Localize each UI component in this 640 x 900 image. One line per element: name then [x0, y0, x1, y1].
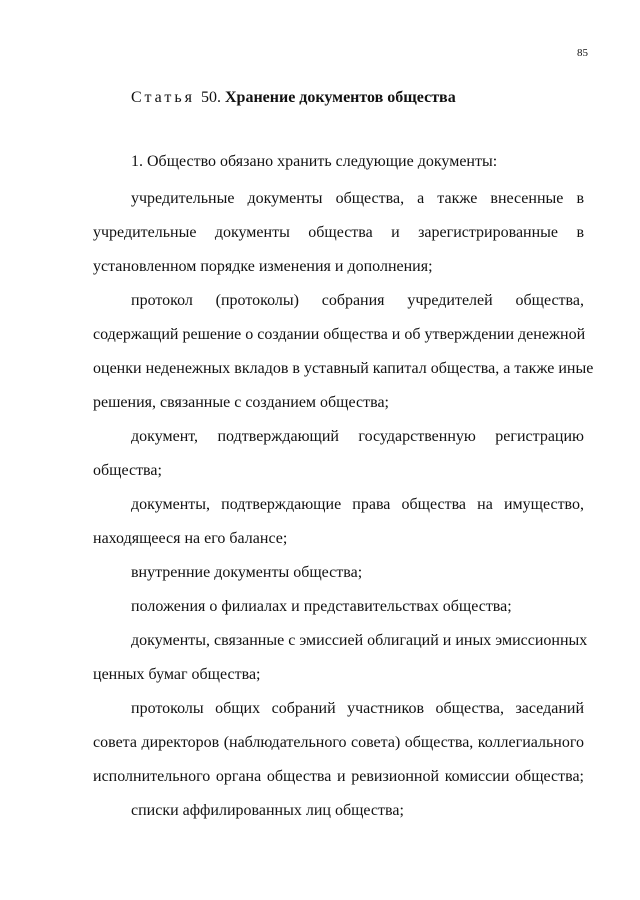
paragraph-line: документы, подтверждающие права общества на имущество,: [131, 496, 584, 513]
paragraph-line: 1. Общество обязано хранить следующие документы:: [131, 153, 498, 170]
paragraph-line: установленном порядке изменения и дополнения;: [93, 258, 433, 275]
paragraph-line: документы, связанные с эмиссией облигаций и иных эмиссионных: [131, 632, 588, 649]
article-heading: [131, 88, 456, 108]
page-number: 85: [577, 47, 588, 59]
paragraph-line: оценки неденежных вкладов в уставный капитал общества, а также иные: [93, 360, 594, 377]
paragraph-line: списки аффилированных лиц общества;: [131, 802, 404, 819]
paragraph-line: положения о филиалах и представительствах общества;: [131, 598, 512, 615]
paragraph-line: ценных бумаг общества;: [93, 666, 261, 683]
paragraph-line: совета директоров (наблюдательного совета) общества, коллегиального: [93, 734, 584, 751]
paragraph-line: исполнительного органа общества и ревизионной комиссии общества;: [93, 768, 584, 785]
paragraph-line: внутренние документы общества;: [131, 564, 363, 581]
article-title: Хранение документов общества: [224, 89, 456, 106]
paragraph-line: протоколы общих собраний участников общества, заседаний: [131, 700, 584, 717]
paragraph-line: решения, связанные с созданием общества;: [93, 394, 389, 411]
paragraph-line: протокол (протоколы) собрания учредителей общества,: [131, 292, 584, 309]
paragraph-line: находящееся на его балансе;: [93, 530, 288, 547]
paragraph-line: общества;: [93, 462, 162, 479]
article-word: Статья: [131, 89, 195, 106]
paragraph-line: документ, подтверждающий государственную регистрацию: [131, 428, 584, 445]
paragraph-line: учредительные документы общества, а также внесенные в: [131, 190, 584, 207]
paragraph-line: учредительные документы общества и зарегистрированные в: [93, 224, 584, 241]
article-number: 50.: [200, 89, 221, 106]
paragraph-line: содержащий решение о создании общества и об утверждении денежной: [93, 326, 586, 343]
